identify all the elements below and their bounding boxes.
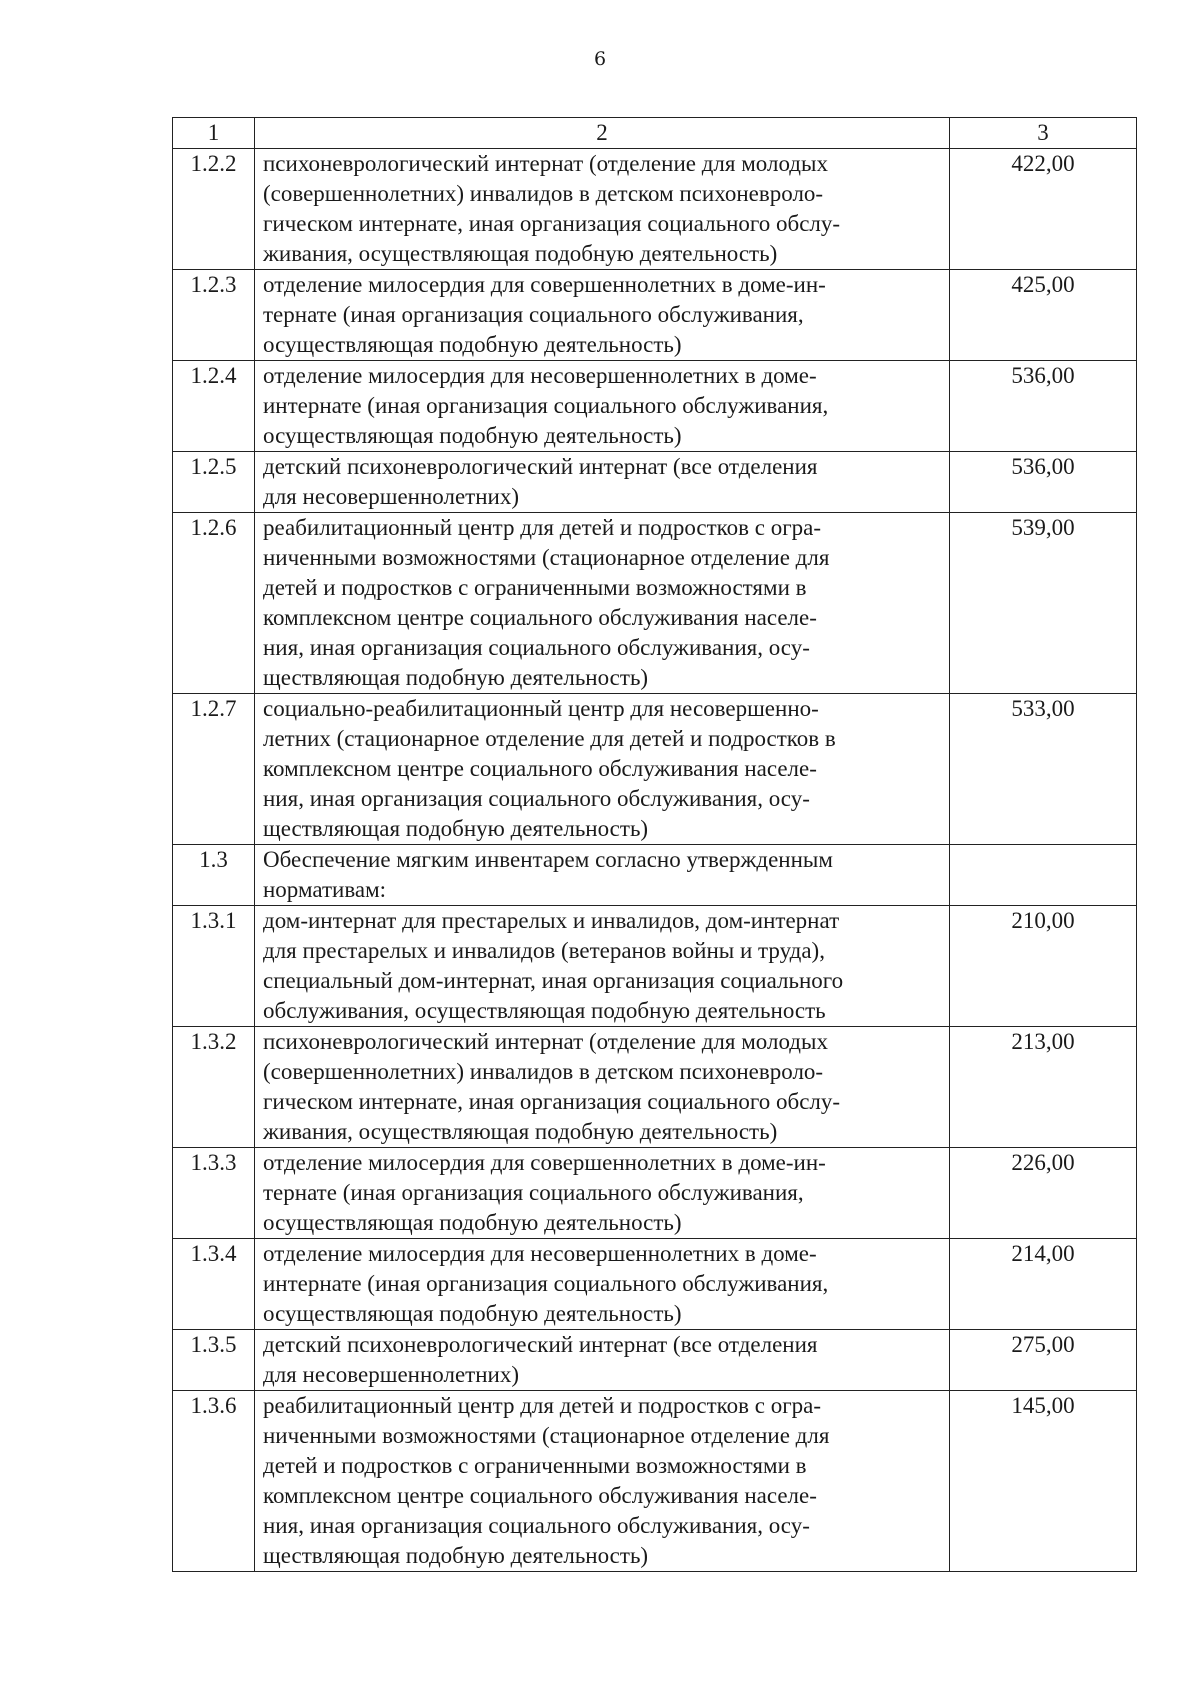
row-number: 1.2.2 — [173, 149, 255, 270]
description-line: отделение милосердия для несовершеннолетних в доме- — [263, 363, 817, 388]
row-number: 1.3.2 — [173, 1027, 255, 1148]
description-line: реабилитационный центр для детей и подростков с огра- — [263, 515, 822, 540]
description-line: комплексном центре социального обслуживания населе- — [263, 605, 817, 630]
row-number: 1.3 — [173, 845, 255, 906]
row-value: 210,00 — [950, 906, 1137, 1027]
row-description — [255, 361, 950, 452]
description-line: ниченными возможностями (стационарное отделение для — [263, 545, 830, 570]
row-number: 1.3.6 — [173, 1391, 255, 1572]
table-row — [173, 694, 1137, 845]
description-line: детский психоневрологический интернат (все отделения — [263, 454, 818, 479]
row-number: 1.2.7 — [173, 694, 255, 845]
description-line: осуществляющая подобную деятельность) — [263, 1210, 682, 1235]
row-description — [255, 513, 950, 694]
description-line: психоневрологический интернат (отделение для молодых — [263, 1029, 828, 1054]
row-description — [255, 1148, 950, 1239]
description-line: ниченными возможностями (стационарное отделение для — [263, 1423, 830, 1448]
row-number: 1.2.3 — [173, 270, 255, 361]
description-line: живания, осуществляющая подобную деятельность) — [263, 1119, 778, 1144]
description-line: тернате (иная организация социального обслуживания, — [263, 302, 804, 327]
column-header-number: 1 — [173, 118, 255, 149]
description-line: Обеспечение мягким инвентарем согласно утвержденным — [263, 847, 833, 872]
description-line: летних (стационарное отделение для детей и подростков в — [263, 726, 836, 751]
row-description — [255, 1391, 950, 1572]
row-description — [255, 452, 950, 513]
description-line: дом-интернат для престарелых и инвалидов, дом-интернат — [263, 908, 840, 933]
description-line: ществляющая подобную деятельность) — [263, 1543, 649, 1568]
description-line: гическом интернате, иная организация социального обслу- — [263, 211, 841, 236]
tariff-table — [172, 117, 1137, 1572]
row-number: 1.3.5 — [173, 1330, 255, 1391]
row-value: 275,00 — [950, 1330, 1137, 1391]
description-line: осуществляющая подобную деятельность) — [263, 423, 682, 448]
table-header-row — [173, 118, 1137, 149]
row-description — [255, 1027, 950, 1148]
row-description — [255, 1330, 950, 1391]
description-line: отделение милосердия для совершеннолетних в доме-ин- — [263, 272, 826, 297]
description-line: осуществляющая подобную деятельность) — [263, 332, 682, 357]
table-row — [173, 845, 1137, 906]
description-line: ния, иная организация социального обслуживания, осу- — [263, 635, 810, 660]
row-number: 1.2.6 — [173, 513, 255, 694]
row-number: 1.2.5 — [173, 452, 255, 513]
table-body — [173, 118, 1137, 1572]
table-row — [173, 513, 1137, 694]
row-number: 1.3.4 — [173, 1239, 255, 1330]
description-line: нормативам: — [263, 877, 387, 902]
table-row — [173, 452, 1137, 513]
table-row — [173, 1148, 1137, 1239]
row-value: 533,00 — [950, 694, 1137, 845]
description-line: психоневрологический интернат (отделение для молодых — [263, 151, 828, 176]
table-row — [173, 1239, 1137, 1330]
row-number: 1.3.3 — [173, 1148, 255, 1239]
description-line: детский психоневрологический интернат (все отделения — [263, 1332, 818, 1357]
description-line: (совершеннолетних) инвалидов в детском психоневроло- — [263, 181, 824, 206]
row-value — [950, 845, 1137, 906]
row-description — [255, 845, 950, 906]
description-line: для несовершеннолетних) — [263, 1362, 519, 1387]
row-value: 422,00 — [950, 149, 1137, 270]
row-description — [255, 694, 950, 845]
table-row — [173, 1027, 1137, 1148]
description-line: отделение милосердия для совершеннолетних в доме-ин- — [263, 1150, 826, 1175]
description-line: для престарелых и инвалидов (ветеранов войны и труда), — [263, 938, 825, 963]
row-description — [255, 149, 950, 270]
table-row — [173, 906, 1137, 1027]
description-line: ния, иная организация социального обслуживания, осу- — [263, 1513, 810, 1538]
row-value: 213,00 — [950, 1027, 1137, 1148]
description-line: отделение милосердия для несовершеннолетних в доме- — [263, 1241, 817, 1266]
description-line: осуществляющая подобную деятельность) — [263, 1301, 682, 1326]
description-line: реабилитационный центр для детей и подростков с огра- — [263, 1393, 822, 1418]
description-line: интернате (иная организация социального обслуживания, — [263, 393, 829, 418]
description-line: комплексном центре социального обслуживания населе- — [263, 1483, 817, 1508]
table-row — [173, 270, 1137, 361]
table-row — [173, 1330, 1137, 1391]
table-row — [173, 1391, 1137, 1572]
description-line: обслуживания, осуществляющая подобную деятельность — [263, 998, 826, 1023]
column-header-value: 3 — [950, 118, 1137, 149]
row-description — [255, 270, 950, 361]
row-number: 1.3.1 — [173, 906, 255, 1027]
row-value: 425,00 — [950, 270, 1137, 361]
description-line: гическом интернате, иная организация социального обслу- — [263, 1089, 841, 1114]
table-row — [173, 149, 1137, 270]
description-line: комплексном центре социального обслуживания населе- — [263, 756, 817, 781]
row-value: 214,00 — [950, 1239, 1137, 1330]
row-value: 536,00 — [950, 452, 1137, 513]
row-description — [255, 1239, 950, 1330]
description-line: ществляющая подобную деятельность) — [263, 665, 649, 690]
row-value: 226,00 — [950, 1148, 1137, 1239]
row-description — [255, 906, 950, 1027]
page-number: 6 — [593, 48, 607, 70]
description-line: живания, осуществляющая подобную деятельность) — [263, 241, 778, 266]
description-line: социально-реабилитационный центр для несовершенно- — [263, 696, 819, 721]
description-line: (совершеннолетних) инвалидов в детском психоневроло- — [263, 1059, 824, 1084]
description-line: ществляющая подобную деятельность) — [263, 816, 649, 841]
row-value: 539,00 — [950, 513, 1137, 694]
description-line: тернате (иная организация социального обслуживания, — [263, 1180, 804, 1205]
description-line: детей и подростков с ограниченными возможностями в — [263, 1453, 807, 1478]
description-line: интернате (иная организация социального обслуживания, — [263, 1271, 829, 1296]
row-number: 1.2.4 — [173, 361, 255, 452]
column-header-description: 2 — [255, 118, 950, 149]
table-row — [173, 361, 1137, 452]
description-line: детей и подростков с ограниченными возможностями в — [263, 575, 807, 600]
description-line: для несовершеннолетних) — [263, 484, 519, 509]
row-value: 536,00 — [950, 361, 1137, 452]
row-value: 145,00 — [950, 1391, 1137, 1572]
description-line: специальный дом-интернат, иная организация социального — [263, 968, 844, 993]
description-line: ния, иная организация социального обслуживания, осу- — [263, 786, 810, 811]
